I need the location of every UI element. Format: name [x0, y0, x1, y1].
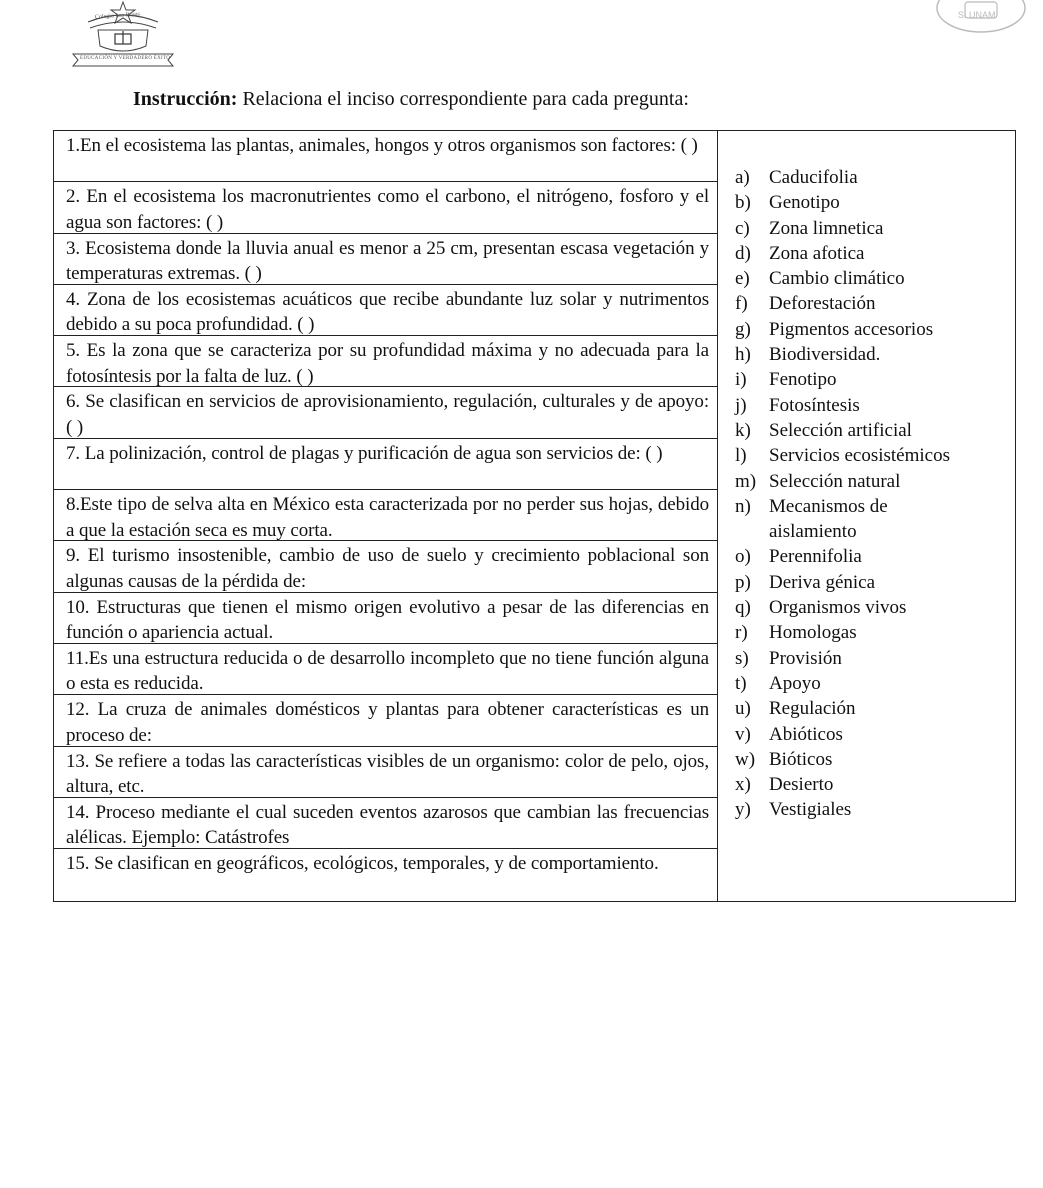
question-7: 7. La polinización, control de plagas y purificación de agua son servicios de: ( ): [54, 439, 717, 490]
si-unam-logo-text: SI UNAM: [958, 10, 996, 20]
option-letter: e): [735, 268, 750, 290]
instruction-label: Instrucción:: [133, 88, 238, 110]
si-unam-logo: [935, 0, 1027, 40]
option-letter: r): [735, 622, 748, 644]
option-text: Homologas: [769, 622, 857, 644]
option-letter: y): [735, 799, 751, 821]
school-name-text: Colegio Las Rosas: [94, 11, 141, 21]
option-letter: n): [735, 495, 751, 517]
option-text: Vestigiales: [769, 799, 852, 821]
question-3: 3. Ecosistema donde la lluvia anual es menor a 25 cm, presentan escasa vegetación y temperaturas extremas. ( ): [54, 234, 717, 285]
option-text: Abióticos: [769, 723, 843, 745]
option-text: Deforestación: [769, 293, 876, 315]
option-text: Zona limnetica: [769, 217, 884, 239]
option-letter: p): [735, 571, 751, 593]
option-item: [729, 772, 1014, 797]
option-text: Pigmentos accesorios: [769, 318, 934, 340]
option-letter: i): [735, 369, 747, 391]
question-1: 1.En el ecosistema las plantas, animales, hongos y otros organismos son factores: ( ): [54, 131, 717, 182]
option-item: [729, 722, 1014, 747]
option-item: [729, 291, 1014, 316]
option-item: [729, 646, 1014, 671]
option-item: [729, 216, 1014, 241]
questions-column: [54, 131, 718, 901]
question-14: 14. Proceso mediante el cual suceden eventos azarosos que cambian las frecuencias alélicas. Ejemplo: Catástrofes: [54, 798, 717, 849]
question-4: 4. Zona de los ecosistemas acuáticos que recibe abundante luz solar y nutrimentos debido a su poca profundidad. ( ): [54, 285, 717, 336]
option-text: Fotosíntesis: [769, 394, 860, 416]
option-item: [729, 241, 1014, 266]
option-text: Bióticos: [769, 748, 833, 770]
option-item: [729, 443, 1014, 468]
question-5: 5. Es la zona que se caracteriza por su profundidad máxima y no adecuada para la fotosíntesis por la falta de luz. ( ): [54, 336, 717, 387]
option-text: Mecanismos de aislamiento: [769, 495, 888, 543]
option-text: Provisión: [769, 647, 842, 669]
option-letter: k): [735, 419, 751, 441]
question-11: 11.Es una estructura reducida o de desarrollo incompleto que no tiene función alguna o esta es reducida.: [54, 644, 717, 695]
question-15: 15. Se clasifican en geográficos, ecológicos, temporales, y de comportamiento.: [66, 853, 659, 875]
option-letter: m): [735, 470, 757, 492]
option-letter: w): [735, 748, 756, 770]
option-item: [729, 165, 1014, 190]
option-text: Cambio climático: [769, 268, 905, 290]
option-item: [729, 317, 1014, 342]
option-item: [729, 620, 1014, 645]
option-text: Zona afotica: [769, 242, 865, 264]
question-13: 13. Se refiere a todas las características visibles de un organismo: color de pelo, ojos, altura, etc.: [54, 747, 717, 798]
question-10: 10. Estructuras que tienen el mismo origen evolutivo a pesar de las diferencias en función o apariencia actual.: [54, 593, 717, 644]
option-letter: u): [735, 698, 751, 720]
option-text: Selección natural: [769, 470, 901, 492]
option-text: Regulación: [769, 698, 856, 720]
school-motto-text: EDUCACIÓN Y VERDADERO ÉXITO: [80, 56, 171, 61]
question-12: 12. La cruza de animales domésticos y plantas para obtener características es un proceso de:: [54, 695, 717, 746]
option-letter: t): [735, 672, 747, 694]
option-item: [729, 266, 1014, 291]
option-text: Apoyo: [769, 672, 821, 694]
option-letter: s): [735, 647, 749, 669]
option-letter: x): [735, 774, 751, 796]
option-letter: g): [735, 318, 751, 340]
instruction: [133, 88, 689, 111]
option-letter: j): [735, 394, 747, 416]
option-item: [729, 342, 1014, 367]
question-8: 8.Este tipo de selva alta en México esta caracterizada por no perder sus hojas, debido a que la estación seca es muy corta.: [54, 490, 717, 541]
option-item: [729, 418, 1014, 443]
option-letter: c): [735, 217, 750, 239]
option-text: Fenotipo: [769, 369, 837, 391]
option-item: [729, 494, 1014, 545]
option-item: [729, 797, 1014, 822]
question-6: 6. Se clasifican en servicios de aprovisionamiento, regulación, culturales y de apoyo: ( ): [54, 387, 717, 438]
option-letter: d): [735, 242, 751, 264]
option-item: [729, 367, 1014, 392]
option-item: [729, 747, 1014, 772]
option-text: Servicios ecosistémicos: [769, 445, 950, 467]
instruction-text: Relaciona el inciso correspondiente para cada pregunta:: [237, 88, 689, 110]
option-letter: f): [735, 293, 748, 315]
option-letter: b): [735, 192, 751, 214]
option-item: [729, 544, 1014, 569]
question-9: 9. El turismo insostenible, cambio de uso de suelo y crecimiento poblacional son algunas causas de la pérdida de:: [54, 541, 717, 592]
option-text: Deriva génica: [769, 571, 876, 593]
option-text: Perennifolia: [769, 546, 862, 568]
question-2: 2. En el ecosistema los macronutrientes como el carbono, el nitrógeno, fosforo y el agua son factores: ( ): [54, 182, 717, 233]
option-text: Desierto: [769, 774, 834, 796]
option-text: Biodiversidad.: [769, 344, 881, 366]
matching-worksheet: [53, 130, 1016, 902]
option-letter: a): [735, 167, 750, 188]
option-item: [729, 671, 1014, 696]
option-text: Caducifolia: [769, 167, 858, 188]
option-item: [729, 469, 1014, 494]
option-item: [729, 595, 1014, 620]
option-letter: q): [735, 597, 751, 619]
option-letter: o): [735, 546, 751, 568]
option-text: Organismos vivos: [769, 597, 907, 619]
option-text: Genotipo: [769, 192, 840, 214]
option-letter: l): [735, 445, 747, 467]
option-item: [729, 696, 1014, 721]
option-letter: h): [735, 344, 751, 366]
option-item: [729, 190, 1014, 215]
option-letter: v): [735, 723, 751, 745]
options-column: [729, 165, 1014, 823]
option-item: [729, 393, 1014, 418]
option-text: Selección artificial: [769, 419, 912, 441]
option-item: [729, 570, 1014, 595]
